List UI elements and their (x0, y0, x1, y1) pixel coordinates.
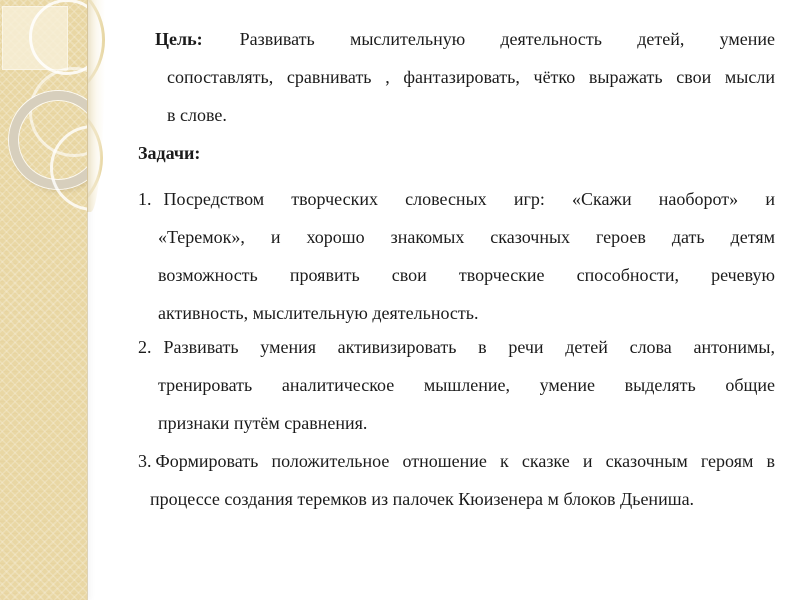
task-item-2-text: Развивать умения активизировать в речи детей слова антонимы, (163, 337, 775, 357)
task-item-2-line: тренировать аналитическое мышление, умение выделять общие (158, 375, 775, 395)
goal-text: Развивать мыслительную деятельность детей, умение (239, 29, 775, 49)
task-item-3-number: 3. (138, 451, 152, 471)
task-item-3-line (138, 442, 775, 480)
goal-line: сопоставлять, сравнивать , фантазировать, чётко выражать свои мысли (167, 67, 775, 87)
goal-label: Цель: (155, 29, 203, 49)
task-item-3-text: Формировать положительное отношение к сказке и сказочным героям в (155, 451, 775, 471)
task-item-1-number: 1. (138, 189, 152, 209)
tasks-heading: Задачи: (138, 143, 201, 163)
goal-line (138, 20, 775, 58)
goal-line: в слове. (167, 105, 227, 125)
task-item-1-line (138, 180, 775, 218)
task-item-2-number: 2. (138, 337, 152, 357)
sidebar-edge-glow (87, 0, 105, 212)
task-item-1-line: возможность проявить свои творческие способности, речевую (158, 265, 775, 285)
task-item-1-line: активность, мыслительную деятельность. (158, 303, 479, 323)
slide-text-block (138, 20, 775, 518)
task-item-2-line: признаки путём сравнения. (158, 413, 368, 433)
task-item-1-line: «Теремок», и хорошо знакомых сказочных героев дать детям (158, 227, 775, 247)
task-item-2-line (138, 328, 775, 366)
decorative-sidebar (0, 0, 87, 600)
task-item-3-line: процессе создания теремков из палочек Кюизенера м блоков Дьениша. (150, 489, 695, 509)
task-item-1-text: Посредством творческих словесных игр: «Скажи наоборот» и (163, 189, 775, 209)
